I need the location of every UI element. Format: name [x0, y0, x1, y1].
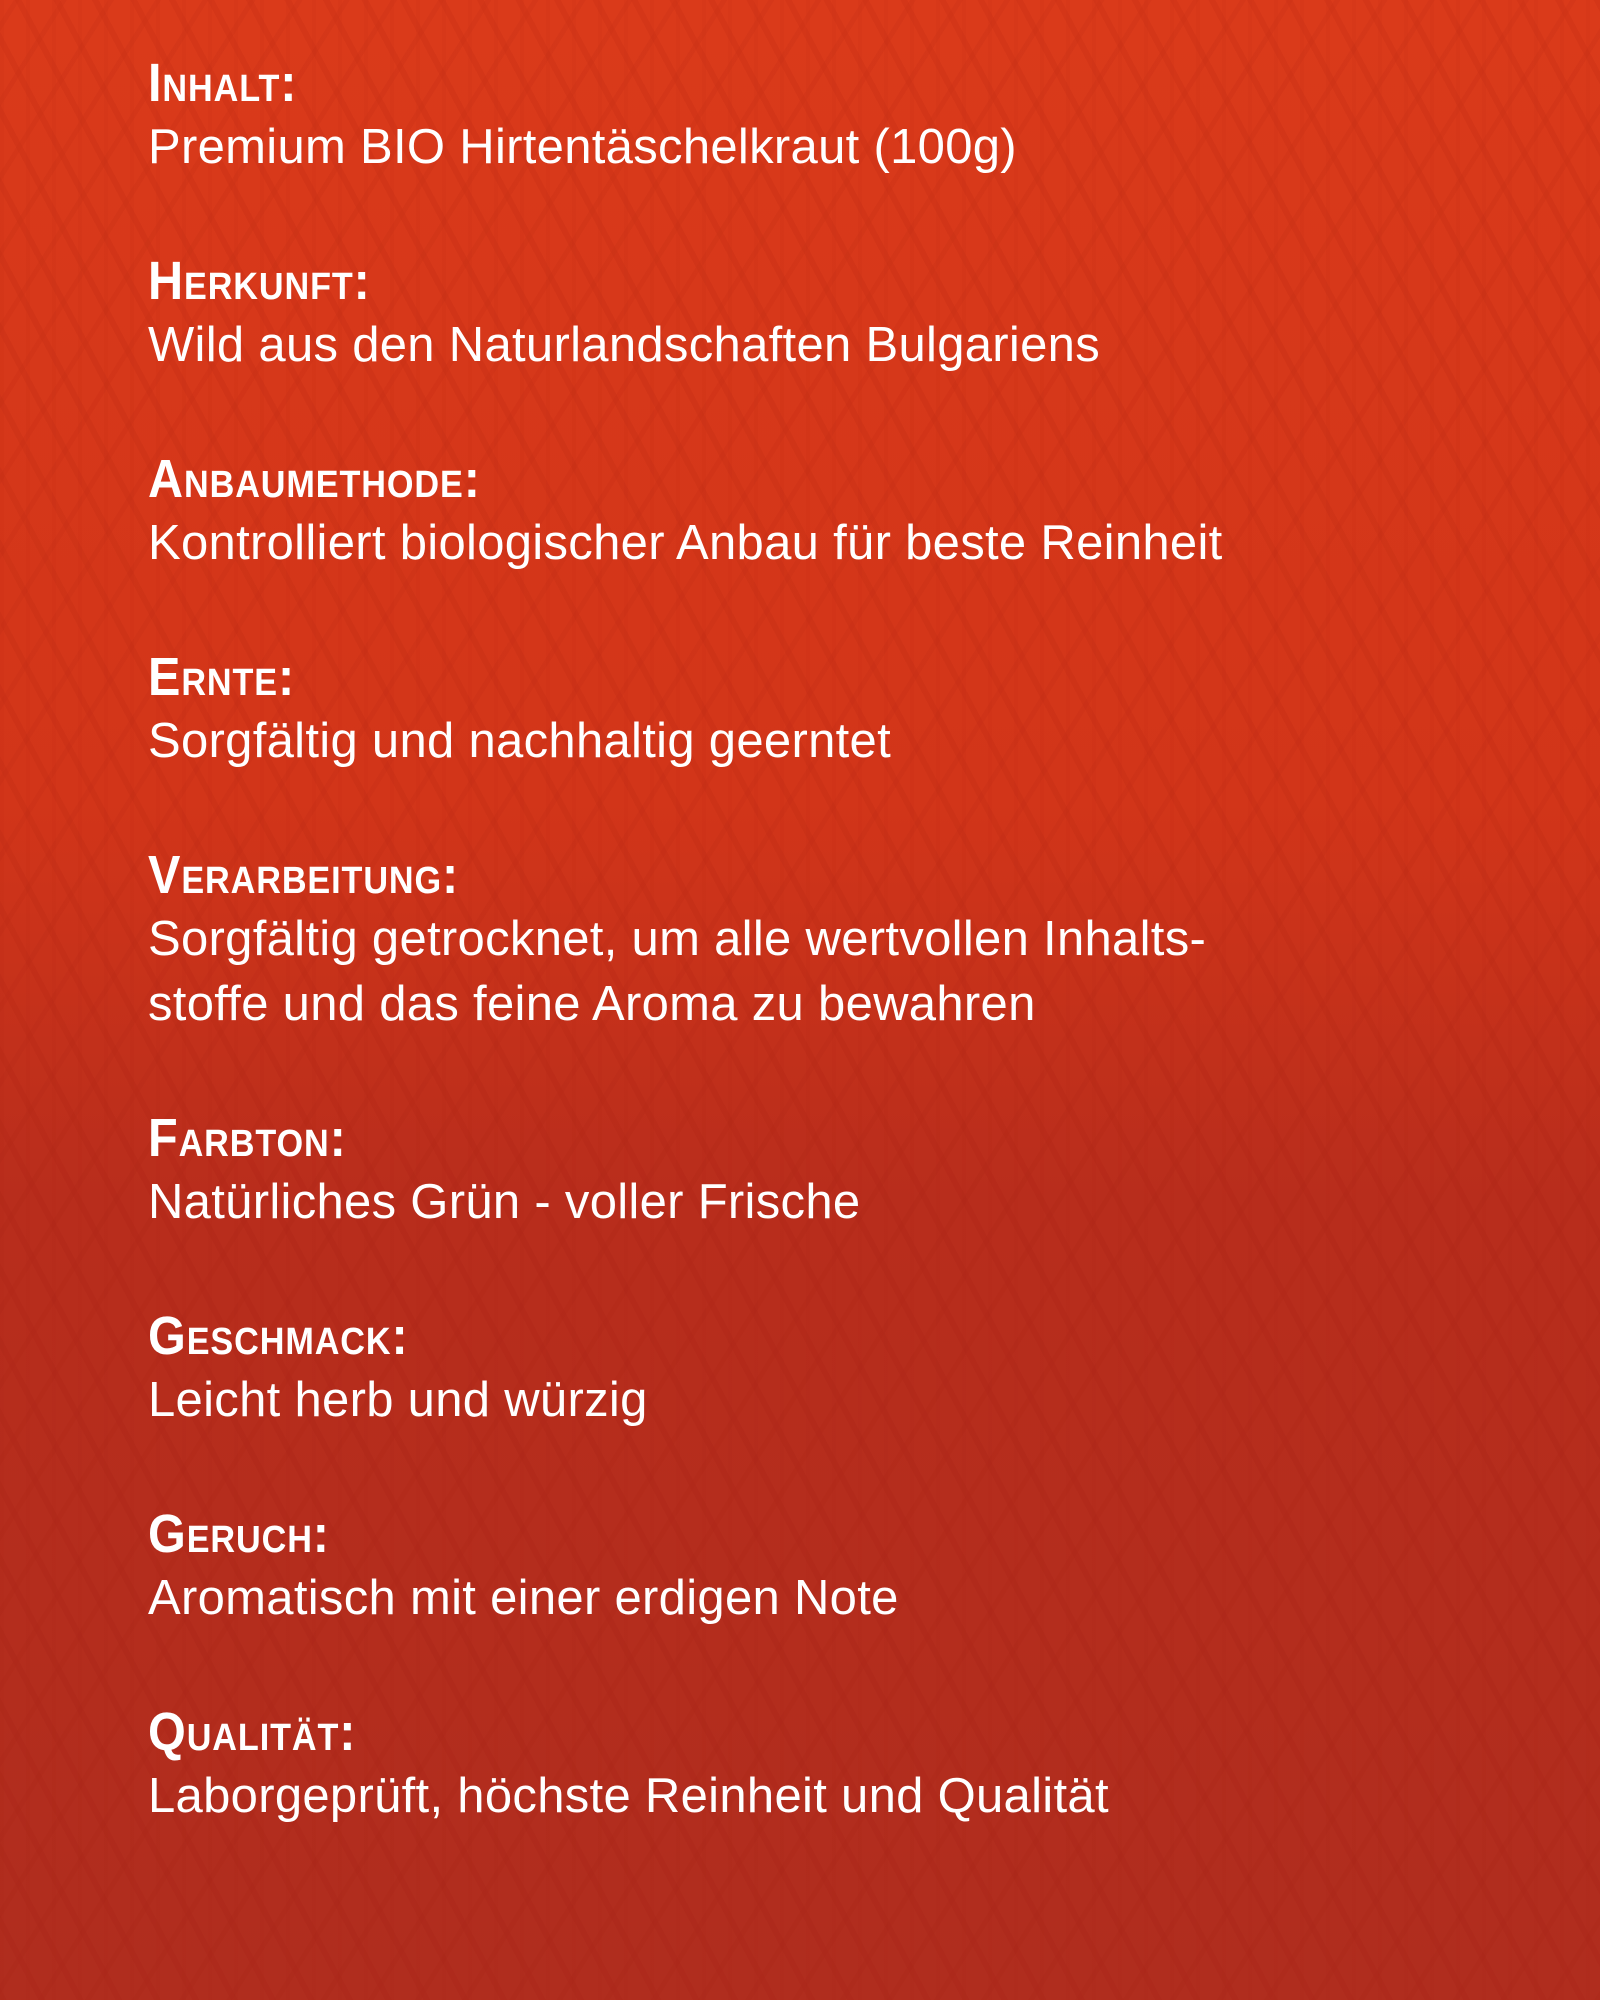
section-text: Sorgfältig getrocknet, um alle wertvollen Inhalts- stoffe und das feine Aroma zu bewahren: [148, 912, 1207, 1031]
section-text: Laborgeprüft, höchste Reinheit und Qualität: [148, 1769, 1109, 1823]
product-info-list: [148, 51, 1448, 1898]
section-geschmack: [148, 1304, 1448, 1433]
section-heading: Farbton:: [148, 1108, 347, 1168]
section-heading: Anbaumethode:: [148, 449, 481, 509]
section-text: Premium BIO Hirtentäschelkraut (100g): [148, 120, 1017, 174]
section-geruch: [148, 1502, 1448, 1631]
section-heading: Qualität:: [148, 1702, 357, 1762]
section-text: Leicht herb und würzig: [148, 1373, 648, 1427]
section-farbton: [148, 1106, 1448, 1235]
section-heading: Ernte:: [148, 647, 296, 707]
section-text: Wild aus den Naturlandschaften Bulgariens: [148, 318, 1101, 372]
section-text: Sorgfältig und nachhaltig geerntet: [148, 714, 891, 768]
section-anbaumethode: [148, 447, 1448, 576]
section-ernte: [148, 645, 1448, 774]
section-qualitaet: [148, 1700, 1448, 1829]
section-inhalt: [148, 51, 1448, 180]
section-heading: Geruch:: [148, 1504, 330, 1564]
section-text: Aromatisch mit einer erdigen Note: [148, 1571, 899, 1625]
section-verarbeitung: [148, 843, 1448, 1037]
section-herkunft: [148, 249, 1448, 378]
section-text: Kontrolliert biologischer Anbau für beste Reinheit: [148, 516, 1223, 570]
section-text: Natürliches Grün - voller Frische: [148, 1175, 861, 1229]
section-heading: Inhalt:: [148, 53, 298, 113]
section-heading: Verarbeitung:: [148, 845, 460, 905]
section-heading: Geschmack:: [148, 1306, 409, 1366]
section-heading: Herkunft:: [148, 251, 371, 311]
